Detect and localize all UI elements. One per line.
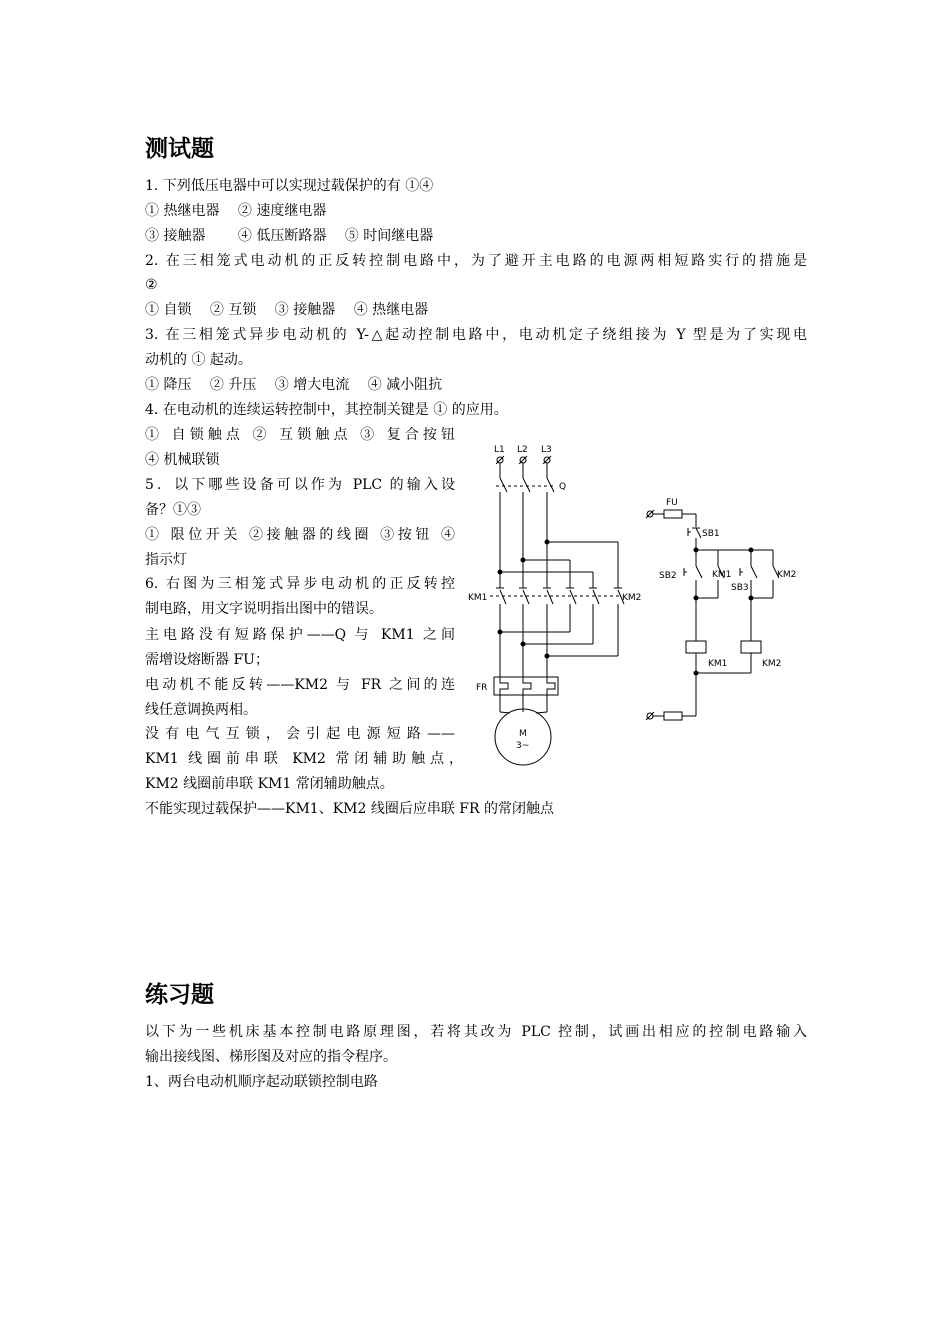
main-circuit-diagram <box>460 432 660 777</box>
label-motor: M <box>519 729 527 739</box>
question-5-options-a: ① 限位开关 ②接触器的线圈 ③按钮 ④ <box>145 527 455 543</box>
question-3-options: ① 降压 ② 升压 ③ 增大电流 ④ 减小阻抗 <box>145 377 443 393</box>
question-4-options-b: ④ 机械联锁 <box>145 452 220 468</box>
label-motor-sub: 3~ <box>516 741 530 751</box>
question-6-line-1: 6. 右图为三相笼式异步电动机的正反转控 <box>145 576 455 592</box>
answer-2-line-1: 电动机不能反转——KM2 与 FR 之间的连 <box>145 677 455 693</box>
answer-1-line-1: 主电路没有短路保护——Q 与 KM1 之间 <box>145 627 455 643</box>
question-5-line-2: 备？①③ <box>145 502 201 518</box>
question-4: 4. 在电动机的连续运转控制中，其控制关键是 ① 的应用。 <box>145 402 508 418</box>
answer-2-line-2: 线任意调换两相。 <box>145 702 257 718</box>
label-l1: L1 <box>494 445 505 455</box>
question-5-options-b: 指示灯 <box>145 552 187 568</box>
question-1-options-b: ③ 接触器 ④ 低压断路器 ⑤ 时间继电器 <box>145 228 434 244</box>
question-3-line-2: 动机的 ① 起动。 <box>145 352 252 368</box>
label-sb1: SB1 <box>702 529 720 539</box>
question-1: 1. 下列低压电器中可以实现过载保护的有 ①④ <box>145 178 434 194</box>
question-2-line-2: ② <box>145 277 158 293</box>
practice-intro-line-1: 以下为一些机床基本控制电路原理图，若将其改为 PLC 控制，试画出相应的控制电路输入 <box>145 1024 807 1040</box>
question-6-line-2: 制电路，用文字说明指出图中的错误。 <box>145 601 383 617</box>
label-km2-aux: KM2 <box>777 570 797 580</box>
practice-intro-line-2: 输出接线图、梯形图及对应的指令程序。 <box>145 1049 397 1065</box>
answer-4: 不能实现过载保护——KM1、KM2 线圈后应串联 FR 的常闭触点 <box>145 801 555 817</box>
question-4-options-a: ① 自锁触点 ② 互锁触点 ③ 复合按钮 <box>145 427 455 443</box>
answer-1-line-2: 需增设熔断器 FU； <box>145 652 269 668</box>
question-3-line-1: 3. 在三相笼式异步电动机的 Y-△起动控制电路中，电动机定子绕组接为 Y 型是为了实现电 <box>145 327 807 343</box>
label-km1-main: KM1 <box>468 593 488 603</box>
label-q: Q <box>559 482 567 492</box>
label-coil-km2: KM2 <box>762 659 782 669</box>
control-circuit-diagram <box>636 488 812 730</box>
label-l3: L3 <box>541 445 552 455</box>
label-sb2: SB2 <box>659 571 677 581</box>
label-fr: FR <box>476 683 488 693</box>
label-km1-aux: KM1 <box>712 570 732 580</box>
test-section-title: 测试题 <box>145 136 214 162</box>
label-fu: FU <box>666 498 678 508</box>
practice-item-1: 1、两台电动机顺序起动联锁控制电路 <box>145 1074 378 1090</box>
question-2-options: ① 自锁 ② 互锁 ③ 接触器 ④ 热继电器 <box>145 302 429 318</box>
answer-3-line-2: KM1 线圈前串联 KM2 常闭辅助触点， <box>145 751 463 767</box>
question-2-line-1: 2. 在三相笼式电动机的正反转控制电路中，为了避开主电路的电源两相短路实行的措施是 <box>145 253 807 269</box>
label-sb3: SB3 <box>731 583 749 593</box>
label-km2-main: KM2 <box>622 593 642 603</box>
question-5-line-1: 5．以下哪些设备可以作为 PLC 的输入设 <box>145 477 455 493</box>
answer-3-line-3: KM2 线圈前串联 KM1 常闭辅助触点。 <box>145 776 394 792</box>
practice-section-title: 练习题 <box>145 982 214 1008</box>
label-coil-km1: KM1 <box>708 659 728 669</box>
label-l2: L2 <box>517 445 528 455</box>
answer-3-line-1: 没有电气互锁，会引起电源短路—— <box>145 726 455 742</box>
question-1-options-a: ① 热继电器 ② 速度继电器 <box>145 203 327 219</box>
